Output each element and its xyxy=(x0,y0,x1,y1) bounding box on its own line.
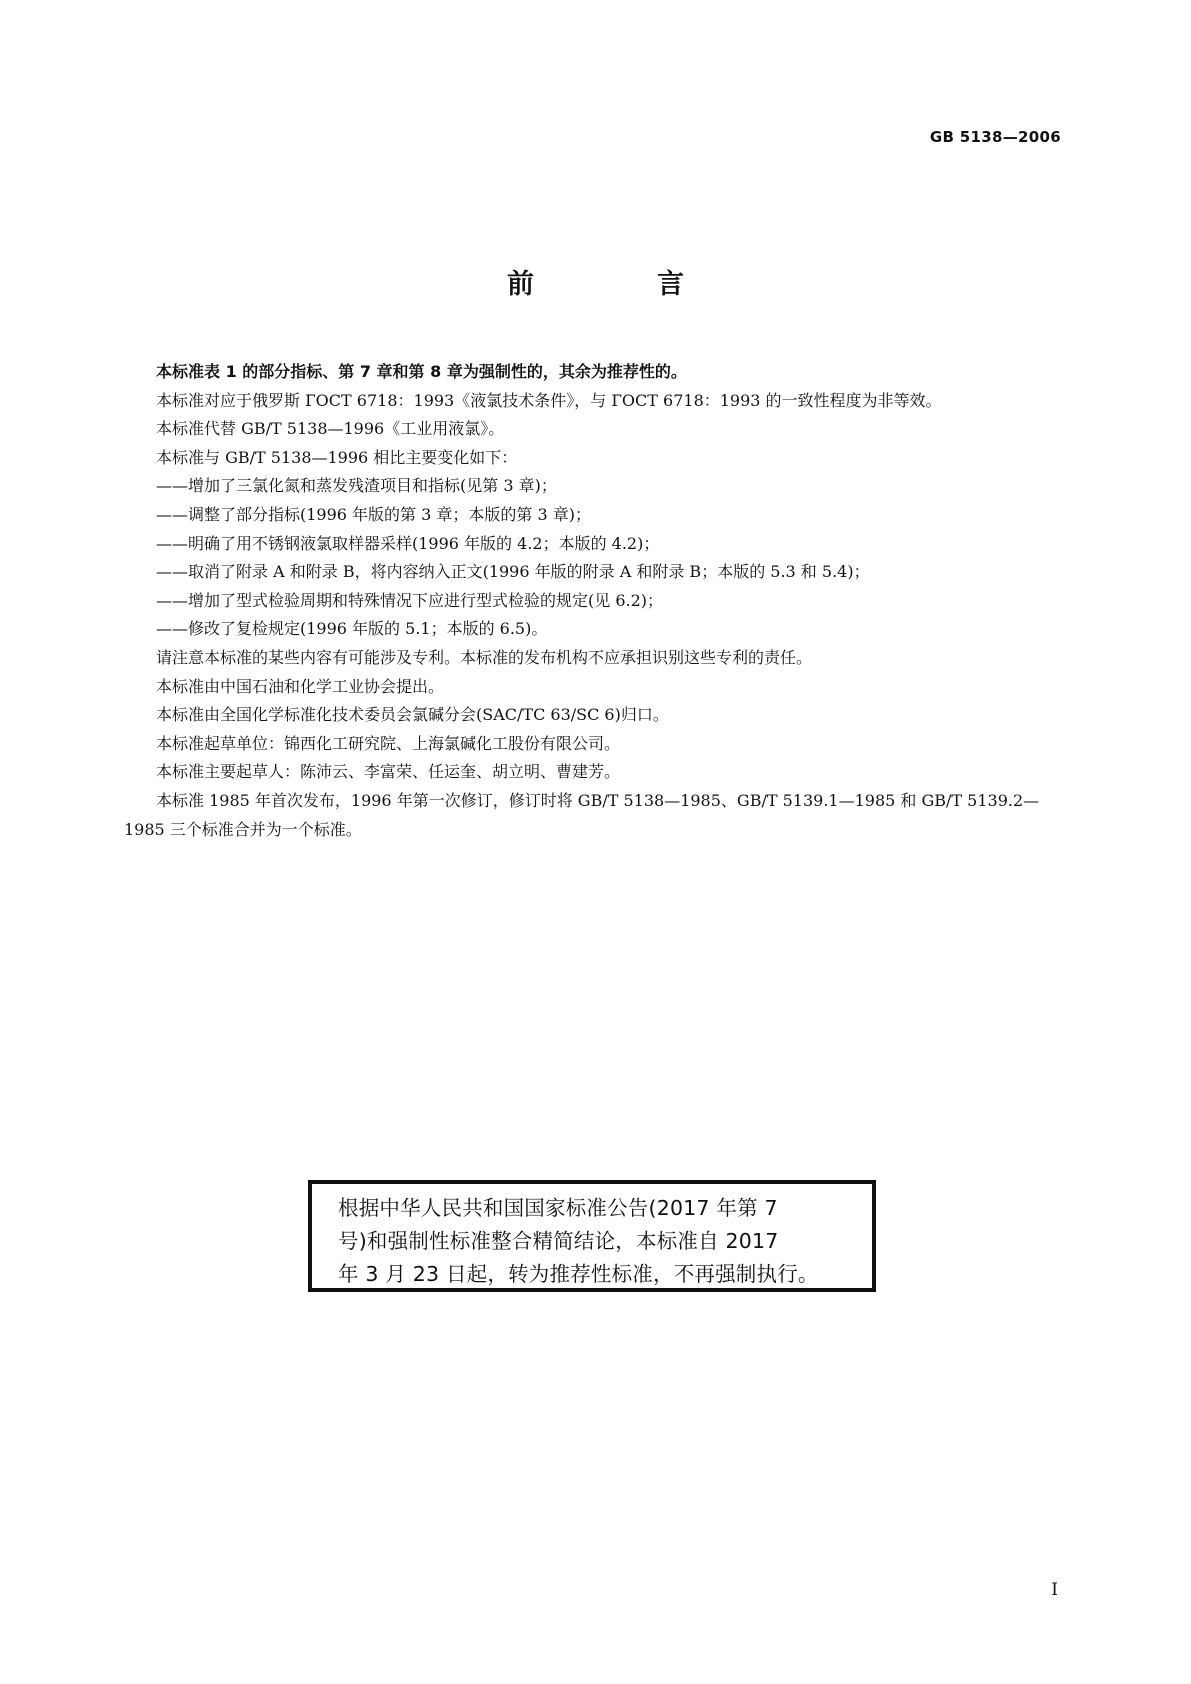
page-title: 前 言 xyxy=(507,269,732,300)
proposer-paragraph: 本标准由中国石油和化学工业协会提出。 xyxy=(156,676,445,696)
change-item: ——明确了用不锈钢液氯取样器采样(1996 年版的 4.2；本版的 4.2)； xyxy=(156,533,660,553)
standard-number: GB 5138—2006 xyxy=(929,128,1061,146)
notice-line: 号)和强制性标准整合精简结论，本标准自 2017 xyxy=(338,1229,779,1253)
change-item: ——增加了型式检验周期和特殊情况下应进行型式检验的规定(见 6.2)； xyxy=(156,590,664,610)
committee-paragraph: 本标准由全国化学标准化技术委员会氯碱分会(SAC/TC 63/SC 6)归口。 xyxy=(156,705,669,725)
correspondence-paragraph: 本标准对应于俄罗斯 ГОСТ 6718：1993《液氯技术条件》，与 ГОСТ 6718：1993 的一致性程度为非等效。 xyxy=(156,390,942,410)
notice-line: 年 3 月 23 日起，转为推荐性标准，不再强制执行。 xyxy=(338,1262,819,1286)
changes-intro-paragraph: 本标准与 GB/T 5138—1996 相比主要变化如下： xyxy=(156,447,518,467)
patent-notice-paragraph: 请注意本标准的某些内容有可能涉及专利。本标准的发布机构不应承担识别这些专利的责任。 xyxy=(156,647,813,667)
change-item: ——修改了复检规定(1996 年版的 5.1；本版的 6.5)。 xyxy=(156,619,548,639)
notice-line: 根据中华人民共和国国家标准公告(2017 年第 7 xyxy=(338,1196,778,1220)
drafters-paragraph: 本标准主要起草人：陈沛云、李富荣、任运奎、胡立明、曹建芳。 xyxy=(156,762,621,782)
change-item: ——取消了附录 A 和附录 B，将内容纳入正文(1996 年版的附录 A 和附录 B；本版的 5.3 和 5.4)； xyxy=(156,562,870,582)
history-paragraph: 本标准 1985 年首次发布，1996 年第一次修订，修订时将 GB/T 5138—1985、GB/T 5139.1—1985 和 GB/T 5139.2—1985 三个标准合并为一个标准。 xyxy=(124,790,1040,839)
page-number: I xyxy=(1051,1580,1058,1600)
change-item: ——调整了部分指标(1996 年版的第 3 章；本版的第 3 章)； xyxy=(156,504,591,524)
replacement-paragraph: 本标准代替 GB/T 5138—1996《工业用液氯》。 xyxy=(156,419,505,439)
foreword-body xyxy=(124,358,1068,844)
drafting-units-paragraph: 本标准起草单位：锦西化工研究院、上海氯碱化工股份有限公司。 xyxy=(156,733,621,753)
mandatory-clause-paragraph: 本标准表 1 的部分指标、第 7 章和第 8 章为强制性的，其余为推荐性的。 xyxy=(156,362,687,381)
change-item: ——增加了三氯化氮和蒸发残渣项目和指标(见第 3 章)； xyxy=(156,476,557,496)
recommended-standard-notice-box xyxy=(308,1180,876,1292)
